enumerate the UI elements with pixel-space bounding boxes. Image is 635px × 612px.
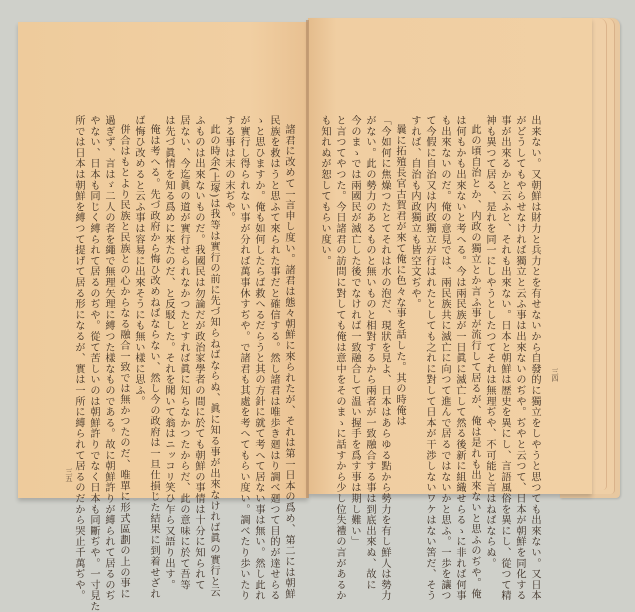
text-column: がどうしてもやらせなければ獨立と云ふ事は出來ないのぢや。ぢやと云つて、日本が朝鮮を同化する xyxy=(514,115,525,601)
text-column: 曩に拓殖長官古賀君が來て俺に色々な事を話した。其の時俺は xyxy=(394,124,405,427)
text-column: ば悔ひ改めると云ふ事は容易に出來そうにも無い樣に思ふ。 xyxy=(133,115,144,407)
text-column: 事が出來るかと云ふと、それも出來ない。日本と朝鮮は歴史を異にし、言語風俗を異にし、從つて精 xyxy=(499,115,510,601)
text-column: て今假に自治又は内政獨立が行はれたとしても之れに對して日本が干渉しないワケはない筈だ、そう xyxy=(424,115,435,601)
page-number: 三五 xyxy=(65,468,73,482)
text-column: は先づ眞情を知る爲めに來たのだ、と反駁した。それを聞いて翁はニッコリ笑ひ乍ら又語り出す。 xyxy=(163,115,174,591)
text-column: 「今如何に焦燥つたとてそれは水の泡だ、現狀を見よ、日本はあらゆる點から勢力を有し鮮人は勢力 xyxy=(379,115,390,601)
text-column: 神も異つて居る、是れを同一にしやうとしたつてそれは無理ぢや、不可能と言はねばならぬ。 xyxy=(484,115,495,569)
text-column: ふものは出來ないものだ。我國民は勿論だが政治家學者の間に於ても朝鮮の事情は十分に知られて xyxy=(193,115,204,591)
book-gutter xyxy=(306,20,309,498)
text-column: 過ぎず、言はゞ二人の者を繩で無理矢理に縛つた樣なものである。故に朝鮮許りが縛られて居るのぢ xyxy=(103,115,114,601)
text-column: 此の時余(上塚)は我等は實行の前に先づ知らねばならぬ、眞に知る事が出來なければ眞の實行と云 xyxy=(208,124,219,598)
page-number: 三四 xyxy=(551,368,559,382)
text-column: は何もかも出來ないと考へる。今は兩民族が一日眞に滅亡して然る後新に組織せらるゝに非れば何事 xyxy=(454,115,465,601)
text-column: も出來ないのだ。俺の意見では、兩民族共に滅亡に向つて進んで居るではないかと思ふ。一歩を讓つ xyxy=(439,115,450,601)
text-column: ゝと思ひますか。俺も如何したらば救へるだらうと其の方針に就て考へて居ない事は無い。然し此れ xyxy=(253,115,264,601)
text-column: 民族を救はうと思ふて來られた事だと確信する。然し諸君は唯歩き廻はり調べ廻つて目的が達せらる xyxy=(268,115,279,601)
text-column: 今のまゝでは兩國民が滅亡した後でなければ一致融合して温い握手を爲す事は期し難い」 xyxy=(349,115,360,547)
text-column: も知れぬが恕してもらい度い。 xyxy=(319,115,330,267)
text-column: すれば、自治も内政獨立も皆空文ぢや。 xyxy=(409,115,420,310)
text-column: 居ない、今迄眞の道が實行せられなかつたとすれば眞に知らなかつたからだ、此の意味に於て吾等 xyxy=(178,115,189,591)
text-column: 併合はもとより民族と民族との心からなる融合一致では無かつたのだ、唯單に形式區劃の上の事に xyxy=(118,124,129,600)
text-column: する事は末の末ぢや。 xyxy=(223,115,234,223)
text-column: 此の頃自治とか、内政の獨立とか言ふ事が流行して居るが、俺は是れも出來ないと思ふのぢや。俺 xyxy=(469,124,480,600)
text-column: 俺は考へる。先づ政府から悔ひ改めねばならない、然し今の政府は一旦仕損じた結果に到着せざれ xyxy=(148,124,159,600)
text-column: が實行し得られない事が分れば萬事休すぢや。で諸君も其處を考へてもらい度い。調べたり歩いたり xyxy=(238,115,249,601)
text-column: と言つてやつた。今日諸君の訪問に對しても俺は意中をそのまゝに話すから少し位失禮の言があるか xyxy=(334,115,345,601)
text-column: がない。此の勢力のあるものと無いものと相對するから兩者が一致融合する事は到底出來ぬ、故に xyxy=(364,115,375,591)
text-column: 所では日本は朝鮮を縛つて提げて居る形になるが、實は一所に縛られて居るのだから哭止千萬ぢや。 xyxy=(73,115,84,601)
text-column: 出来ない。又朝鮮は財力と兵力とを有せないから自發的に獨立をしやうと思つても出來ない。又日本 xyxy=(529,115,540,601)
text-column: 諸君に改めて一言申し度い。諸君は態々朝鮮に來られたが、それは第一日本の爲め、第二には朝鮮 xyxy=(283,124,294,600)
text-column: やない、日本も同じく縛られて居るのぢや。從て苦しいのは朝鮮許りでなく日本も同斷ぢや。一寸見た xyxy=(88,115,99,612)
